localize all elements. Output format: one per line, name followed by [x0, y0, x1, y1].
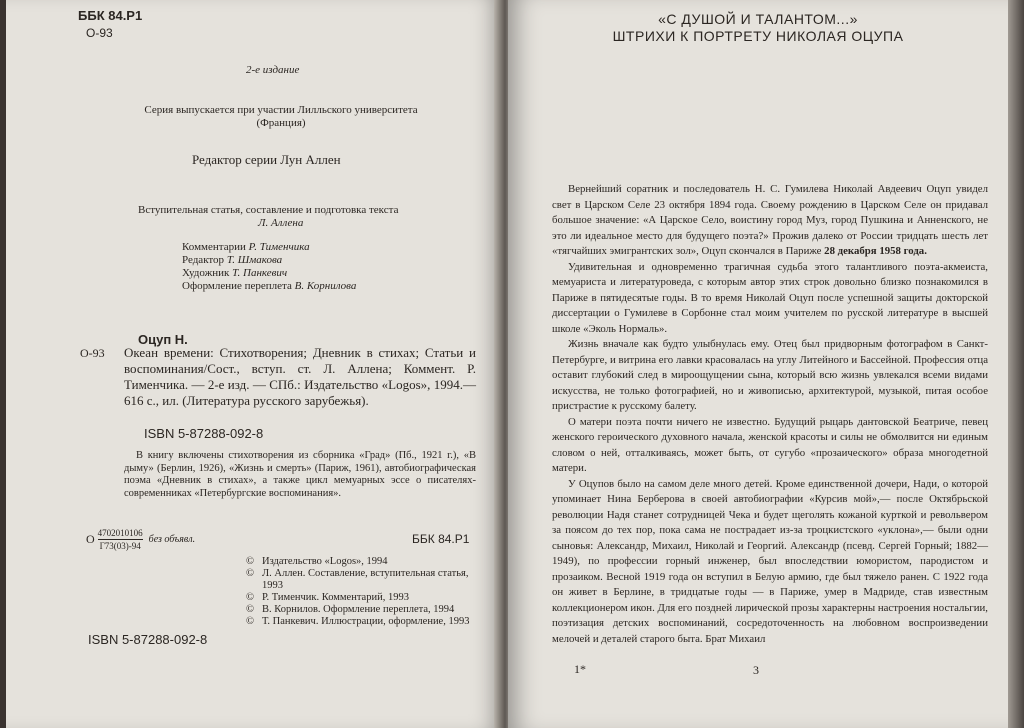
credit-line: Редактор Т. Шмакова [182, 254, 283, 266]
formula-denominator: Г73(03)-94 [99, 541, 141, 551]
author-code-top: О-93 [86, 26, 113, 40]
bbk-code-top: ББК 84.Р1 [78, 8, 143, 23]
paragraph: О матери поэта почти ничего не известно. Будущий рыцарь дантовской Беатриче, певец женского героического духовного начала, женской красоты и силы не обмолвится ни единым словом о ней, отталкиваясь, может быть, от сугубо «прозаического» образа многодетной матери. [552, 415, 988, 474]
paragraph: У Оцупов было на самом деле много детей. Кроме единственной дочери, Нади, о которой упоминает Нина Берберова в своей автобиографии «Курсив мой»,— после Октябрьской революции Надя станет сотрудницей Чека и будет щеголять кожаной курткой и револьвером за поясом до тех пор, пока сама не пострадает из-за троцкистского «уклона»,— были одни сыновья: Александр, Михаил, Николай и Георгий. Александр (псевд. Сергей Горный; 1882—1949), по профессии горный инженер, был впоследствии юмористом, пародистом и прозаиком. Весной 1919 года он вступил в Белую армию, где был тяжело ранен. С 1922 года он живет в Берлине, в тридцатые годы — в Париже, умер в Мадриде, став известным коллекционером икон. Для его поздней лирической прозы характерны настроения ностальгии, поэтизация детских воспоминаний, сосредоточенность на любовном воспроизведении мелочей и деталей старого быта. Брат Михаил [552, 477, 988, 645]
credit-line: Художник Т. Панкевич [182, 267, 288, 279]
bibliographic-description: Океан времени: Стихотворения; Дневник в стихах; Статьи и воспоминания/Сост., вступ. ст. Л. Аллена; Коммент. Р. Тименчика. — 2-е изд. — СПб.: Издательство «Logos», 1994.— 616 с., ил. (Литература русского зарубежья). [124, 345, 476, 408]
signature-mark: 1* [574, 662, 586, 676]
author-heading: Оцуп Н. [138, 332, 188, 347]
series-note: Серия выпускается при участии Лилльского университета (Франция) [144, 104, 418, 129]
copyright-list [246, 556, 474, 628]
annotation: В книгу включены стихотворения из сборника «Град» (Пб., 1921 г.), «В дыму» (Берлин, 1926), «Жизнь и смерть» (Париж, 1961), автобиографическая поэма «Дневник в стихах», а также цикл мемуарных эссе о писателях-современниках «Петербургские воспоминания». [124, 450, 476, 499]
formula-suffix: без объявл. [148, 534, 196, 545]
isbn-bottom: ISBN 5-87288-092-8 [88, 632, 208, 647]
book-edge [1008, 0, 1024, 728]
credit-line: Комментарии Р. Тименчика [182, 241, 310, 253]
intro-name: Л. Аллена [258, 217, 304, 229]
chapter-subtitle: ШТРИХИ К ПОРТРЕТУ НИКОЛАЯ ОЦУПА [612, 28, 904, 44]
author-code-mid: О-93 [80, 346, 105, 360]
article-body [552, 182, 988, 647]
chapter-title: «С ДУШОЙ И ТАЛАНТОМ...» [658, 11, 858, 27]
paragraph: Удивительная и одновременно трагичная судьба этого талантливого поэта-акмеиста, мемуариста и литературоведа, с которым автор этих строк довольно близко познакомился в Париже в пятидесятые годы. В то время Николай Оцуп после успешной защиты докторской диссертации о Гумилеве в Сорбонне стал моим учителем по русской литературе в высшей школе «Эколь Нормаль». [552, 260, 988, 335]
credit-line: Оформление переплета В. Корнилова [182, 280, 357, 292]
copyright-line: © Т. Панкевич. Иллюстрации, оформление, 1993 [246, 616, 470, 627]
paragraph: Жизнь вначале как будто улыбнулась ему. Отец был придворным фотографом в Санкт-Петербурге, и витрина его лавки красовалась на углу Литейного и Бассейной. Профессия отца оставит глубокий след в мироощущении сына, который всю жизнь увлекался всеми видами искусства, не только фотографией, но и живописью, архитектурой, музыкой, питая особое пристрастие к русскому балету. [552, 338, 988, 412]
intro-text: Вступительная статья, составление и подготовка текста [138, 204, 399, 216]
copyright-line: © Л. Аллен. Составление, вступительная статья, 1993 [246, 568, 469, 591]
credits-list [182, 241, 356, 293]
intro-credit [138, 204, 438, 230]
left-page [6, 0, 500, 728]
isbn-mid: ISBN 5-87288-092-8 [144, 426, 264, 441]
copyright-line: © Р. Тименчик. Комментарий, 1993 [246, 592, 409, 603]
formula-numerator: 4702010106 [97, 528, 143, 538]
bbk-code-mid: ББК 84.Р1 [412, 532, 470, 546]
catalog-formula: О 4702010106 Г73(03)-94 без объявл. [86, 528, 196, 551]
paragraph: Вернейший соратник и последователь Н. С. Гумилева Николай Авдеевич Оцуп увидел свет в Царском Селе 23 октября 1894 года. Своему рождению в Царском Селе он придавал большое значение: «А Царское Село, воистину город Муз, город Пушкина и Анненского, не это ли идеальное место для будущего поэта?» Прожив далеко от России тридцать шесть лет «тягчайших эмигрантских зол», Оцуп скончался в Париже 28 декабря 1958 года. [552, 183, 988, 257]
edition-label: 2-е издание [246, 64, 300, 76]
right-page [508, 0, 1008, 728]
copyright-line: © В. Корнилов. Оформление переплета, 1994 [246, 604, 455, 615]
page-number: 3 [753, 663, 759, 677]
series-editor: Редактор серии Лун Аллен [192, 152, 341, 167]
copyright-line: © Издательство «Logos», 1994 [246, 556, 388, 567]
